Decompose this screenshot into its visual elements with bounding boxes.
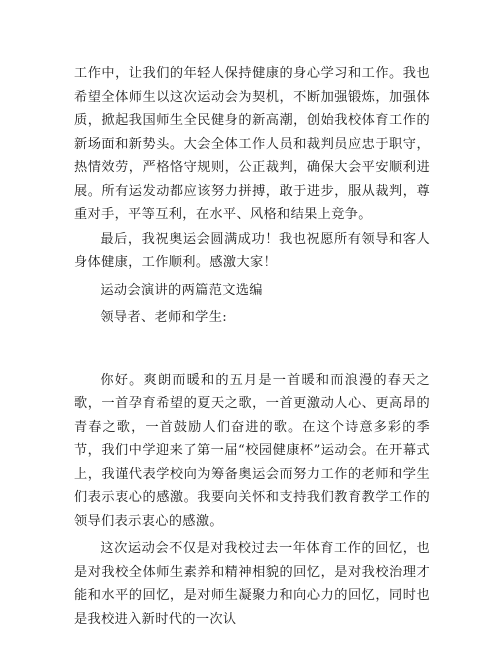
document-page — [74, 62, 430, 631]
body-paragraph-3: 这次运动会不仅是对我校过去一年体育工作的回忆，也是对我校全体师生素养和精神相貌的回忆，是对我校治理才能和水平的回忆，是对师生凝聚力和向心力的回忆，同时也是我校进入新时代的一次认 — [74, 541, 430, 627]
closing-paragraph: 最后，我祝奥运会圆满成功！我也祝愿所有领导和客人身体健康，工作顺利。感激大家！ — [74, 231, 430, 270]
section-title: 运动会演讲的两篇范文选编 — [100, 282, 263, 298]
salutation: 领导者、老师和学生: — [100, 310, 228, 325]
body-paragraph-2: 你好。爽朗而暖和的五月是一首暖和而浪漫的春天之歌，一首孕育希望的夏天之歌，一首更激动人心、更高昂的青春之歌，一首鼓励人们奋进的歌。在这个诗意多彩的季节，我们中学迎来了第一届“校园健康杯”运动会。在开幕式上，我谨代表学校向为筹备奥运会而努力工作的老师和学生们表示衷心的感激。我要向关怀和支持我们教育教学工作的领导们表示衷心的感激。 — [74, 372, 430, 529]
body-paragraph-1: 工作中，让我们的年轻人保持健康的身心学习和工作。我也希望全体师生以这次运动会为契机，不断加强锻炼，加强体质，掀起我国师生全民健身的新高潮，创始我校体育工作的新场面和新势头。大会全体工作人员和裁判员应忠于职守，热情效劳，严格恪守规则，公正裁判，确保大会平安顺利进展。所有运发动都应该努力拼搏，敢于进步，服从裁判，尊重对手，平等互利，在水平、风格和结果上竞争。 — [74, 66, 430, 222]
